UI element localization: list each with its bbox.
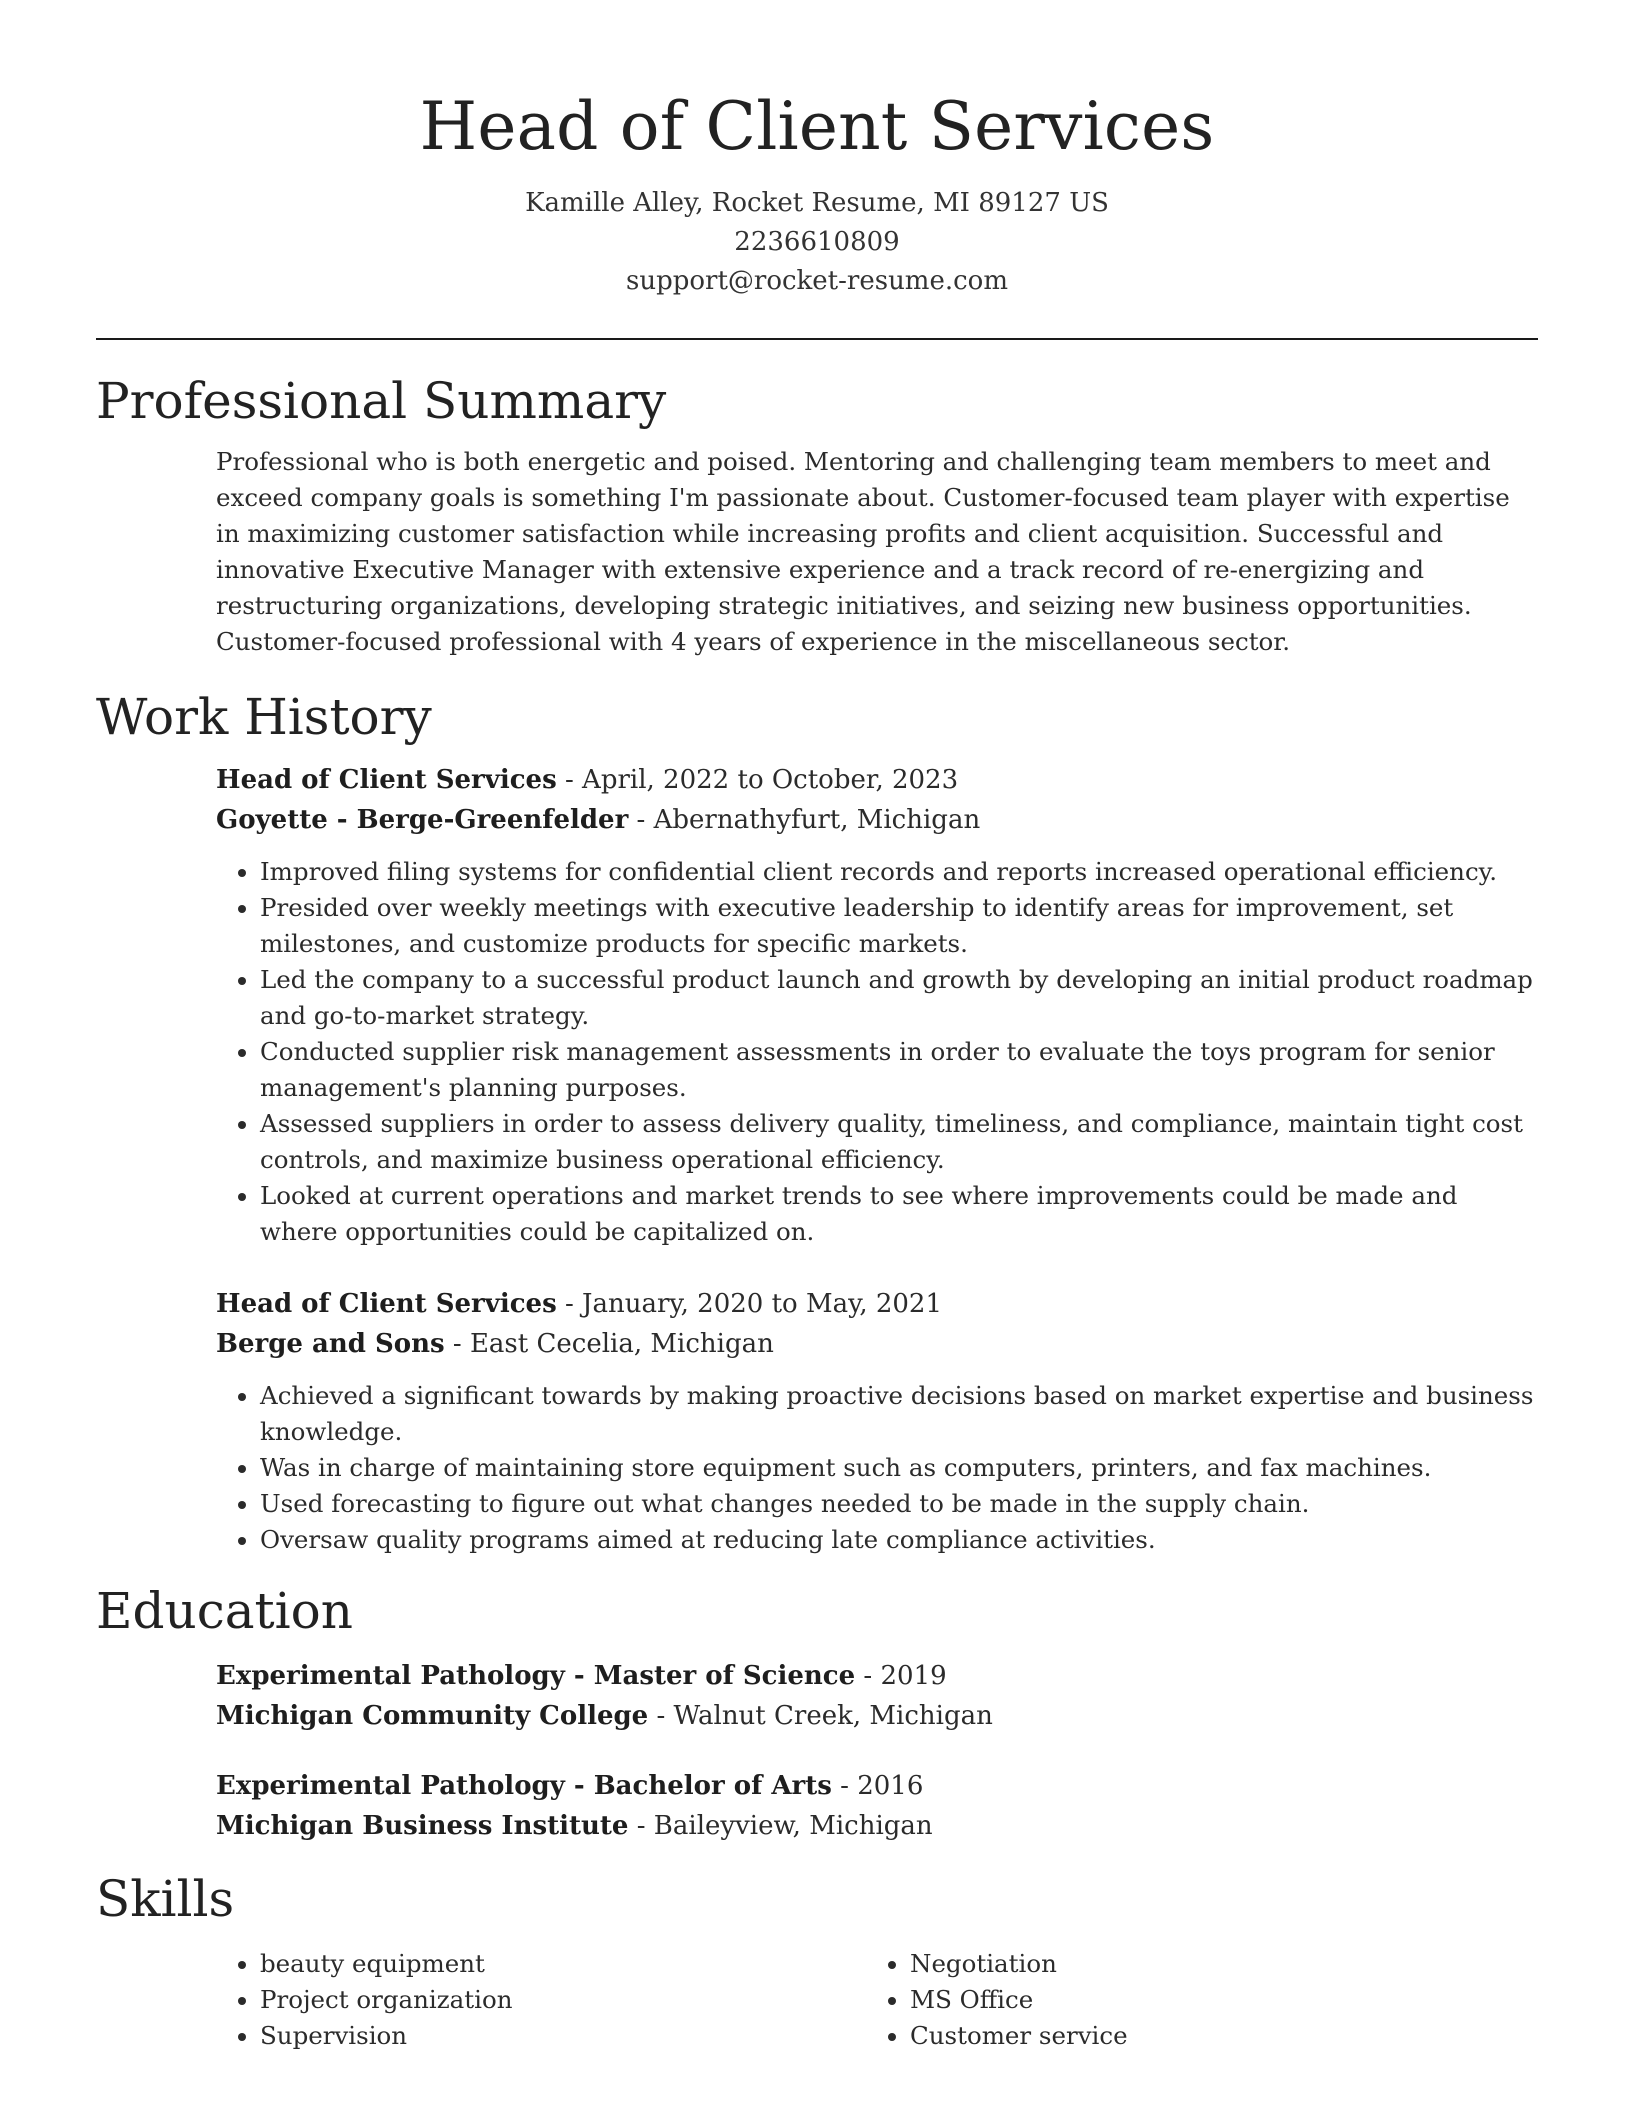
degree-line bbox=[216, 1656, 1538, 1696]
degree-entry bbox=[216, 1766, 1538, 1846]
job-bullet: • Led the company to a successful product launch and growth by developing an initial product roadmap and go-to-market strategy. bbox=[260, 962, 1538, 1034]
job-company-line bbox=[216, 1324, 1538, 1364]
degree-year: - 2019 bbox=[855, 1661, 947, 1691]
degree-year: - 2016 bbox=[831, 1771, 924, 1801]
job-bullets bbox=[216, 1378, 1538, 1558]
job-entry bbox=[216, 1284, 1538, 1558]
degree-name: Experimental Pathology - Bachelor of Arts bbox=[216, 1771, 832, 1801]
skill-item: • MS Office bbox=[910, 1982, 1516, 2018]
job-dates: - April, 2022 to October, 2023 bbox=[556, 765, 959, 795]
job-bullet: • Improved filing systems for confidential client records and reports increased operational efficiency. bbox=[260, 854, 1538, 890]
resume-title: Head of Client Services bbox=[419, 88, 1215, 165]
header-divider bbox=[96, 338, 1538, 340]
skill-item: • Negotiation bbox=[910, 1946, 1516, 1982]
job-bullet: • Was in charge of maintaining store equipment such as computers, printers, and fax machines. bbox=[260, 1450, 1538, 1486]
job-location: - Abernathyfurt, Michigan bbox=[628, 805, 981, 835]
skill-item: • Supervision bbox=[260, 2018, 866, 2054]
skills-column-right bbox=[866, 1946, 1516, 2054]
degree-entry bbox=[216, 1656, 1538, 1736]
school-location: - Baileyview, Michigan bbox=[628, 1811, 933, 1841]
address: Kamille Alley, Rocket Resume, MI 89127 US bbox=[525, 188, 1109, 218]
skills-grid bbox=[216, 1946, 1538, 2054]
job-bullet: • Achieved a significant towards by making proactive decisions based on market expertise and business knowledge. bbox=[260, 1378, 1538, 1450]
skills-column-left bbox=[216, 1946, 866, 2054]
school-line bbox=[216, 1696, 1538, 1736]
job-location: - East Cecelia, Michigan bbox=[444, 1329, 774, 1359]
job-company-line bbox=[216, 800, 1538, 840]
school-line bbox=[216, 1806, 1538, 1846]
job-bullet: • Assessed suppliers in order to assess delivery quality, timeliness, and compliance, maintain tight cost controls, and maximize business operational efficiency. bbox=[260, 1106, 1538, 1178]
job-title: Head of Client Services bbox=[216, 1289, 557, 1319]
phone: 2236610809 bbox=[734, 227, 900, 257]
skill-item: • beauty equipment bbox=[260, 1946, 866, 1982]
job-bullet: • Used forecasting to figure out what changes needed to be made in the supply chain. bbox=[260, 1486, 1538, 1522]
summary-text: Professional who is both energetic and poised. Mentoring and challenging team members to meet and exceed company goals is something I'm passionate about. Customer-focused team player with expertise in maximizing customer satisfaction while increasing profits and client acquisition. Successful and innovative Executive Manager with extensive experience and a track record of re-energizing and restructuring organizations, developing strategic initiatives, and seizing new business opportunities. Customer-focused professional with 4 years of experience in the miscellaneous sector. bbox=[216, 447, 1510, 656]
email: support@rocket-resume.com bbox=[625, 266, 1008, 296]
skill-item: • Project organization bbox=[260, 1982, 866, 2018]
job-title: Head of Client Services bbox=[216, 765, 557, 795]
school-location: - Walnut Creek, Michigan bbox=[648, 1701, 993, 1731]
degree-line bbox=[216, 1766, 1538, 1806]
education-heading: Education bbox=[96, 1582, 353, 1640]
work-history-heading: Work History bbox=[96, 688, 432, 746]
contact-info bbox=[96, 184, 1538, 301]
resume-page bbox=[96, 0, 1538, 2054]
skills-heading: Skills bbox=[96, 1870, 235, 1928]
job-dates: - January, 2020 to May, 2021 bbox=[556, 1289, 943, 1319]
job-entry bbox=[216, 760, 1538, 1250]
degree-name: Experimental Pathology - Master of Science bbox=[216, 1661, 856, 1691]
job-bullet: • Oversaw quality programs aimed at reducing late compliance activities. bbox=[260, 1522, 1538, 1558]
job-company: Berge and Sons bbox=[216, 1329, 445, 1359]
job-company: Goyette - Berge-Greenfelder bbox=[216, 805, 629, 835]
job-title-line bbox=[216, 1284, 1538, 1324]
job-bullet: • Conducted supplier risk management assessments in order to evaluate the toys program for senior management's planning purposes. bbox=[260, 1034, 1538, 1106]
job-title-line bbox=[216, 760, 1538, 800]
school-name: Michigan Community College bbox=[216, 1701, 649, 1731]
job-bullet: • Looked at current operations and market trends to see where improvements could be made and where opportunities could be capitalized on. bbox=[260, 1178, 1538, 1250]
job-bullet: • Presided over weekly meetings with executive leadership to identify areas for improvement, set milestones, and customize products for specific markets. bbox=[260, 890, 1538, 962]
job-bullets bbox=[216, 854, 1538, 1250]
skill-item: • Customer service bbox=[910, 2018, 1516, 2054]
summary-heading: Professional Summary bbox=[96, 372, 667, 430]
school-name: Michigan Business Institute bbox=[216, 1811, 629, 1841]
